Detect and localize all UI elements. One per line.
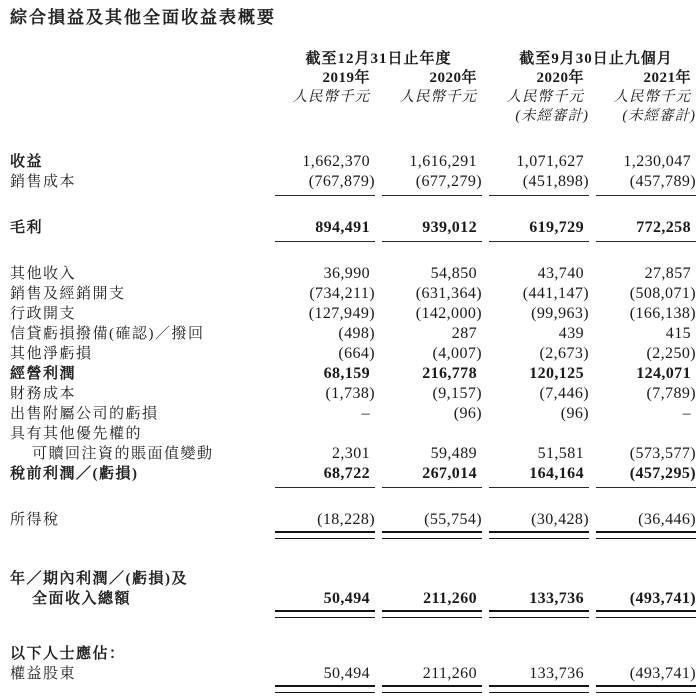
table-body [10,152,700,693]
cell-value: 43,740 [537,265,584,282]
table-row [10,569,700,589]
cell-value: 2,301 [332,445,370,462]
table-row [10,324,700,344]
column-unit: 人民幣千元 [292,89,370,105]
table-row [10,364,700,384]
cell-value: (55,754) [424,511,482,528]
table-header [10,50,700,126]
table-row [10,218,700,238]
cell-value: 120,125 [529,365,584,382]
cell-value: (96) [560,405,589,422]
single-rule [275,238,375,242]
column-year-2019: 2019年 [322,70,370,86]
cell-value: 287 [451,325,477,342]
table-row [10,344,700,364]
single-rule [489,238,589,242]
cell-value: 439 [558,325,584,342]
cell-value: (508,071) [629,285,696,302]
cell-value: 68,159 [323,365,370,382]
rule-row [10,609,700,618]
cell-value: 59,489 [430,445,477,462]
row-label: 所得稅 [10,512,60,528]
table-row [10,404,700,424]
row-label: 財務成本 [10,386,77,402]
cell-value: 124,071 [636,365,691,382]
cell-value: 939,012 [422,219,477,236]
row-label: 權益股東 [10,666,77,682]
column-year-2020-9m: 2020年 [536,70,584,86]
cell-value: (493,741) [629,590,696,607]
table-row [10,172,700,192]
cell-value: 415 [665,325,691,342]
cell-value: 1,071,627 [516,153,584,170]
cell-value: (7,789) [646,385,696,402]
single-rule [489,484,589,488]
header-note-row [10,107,700,126]
row-label: 銷售成本 [10,174,77,190]
column-year-2020: 2020年 [429,70,477,86]
cell-value: 216,778 [422,365,477,382]
period-group-nine-months: 截至9月30日止九個月 [519,51,673,67]
cell-value: 68,722 [323,465,370,482]
table-row [10,664,700,684]
cell-value: 133,736 [529,665,584,682]
single-rule [382,484,482,488]
cell-value: 1,230,047 [623,153,691,170]
cell-value: (36,446) [638,511,696,528]
cell-value: (1,738) [325,385,375,402]
row-label: 年／期內利潤／(虧損)及 [10,571,188,587]
cell-value: 1,662,370 [302,153,370,170]
cell-value: 267,014 [422,465,477,482]
column-note-unaudited: (未經審計) [622,108,696,124]
rule-row [10,192,700,196]
cell-value: (127,949) [308,305,375,322]
cell-value: (677,279) [415,173,482,190]
double-rule [275,610,375,618]
single-rule [596,192,696,196]
header-unit-row [10,88,700,107]
table-row [10,152,700,172]
cell-value: – [682,405,691,422]
column-year-2021-9m: 2021年 [643,70,691,86]
cell-value: 27,857 [644,265,691,282]
cell-value: (2,673) [539,345,589,362]
column-unit: 人民幣千元 [506,89,584,105]
double-rule [275,531,375,539]
column-unit: 人民幣千元 [399,89,477,105]
table-row [10,464,700,484]
cell-value: (142,000) [415,305,482,322]
row-label: 其他收入 [10,266,77,282]
double-rule [596,610,696,618]
rule-row [10,530,700,539]
table-row [10,444,700,464]
table-row [10,510,700,530]
cell-value: 894,491 [315,219,370,236]
cell-value: (498) [338,325,375,342]
cell-value: (9,157) [432,385,482,402]
cell-value: (4,007) [432,345,482,362]
table-row [10,589,700,609]
header-year-row [10,69,700,88]
cell-value: (99,963) [531,305,589,322]
row-label: 全面收入總額 [32,591,132,607]
cell-value: 619,729 [529,219,584,236]
rule-row [10,484,700,488]
row-label: 行政開支 [10,306,77,322]
double-rule [489,685,589,693]
page-title: 綜合損益及其他全面收益表概要 [10,8,276,27]
cell-value: – [361,405,370,422]
cell-value: (30,428) [531,511,589,528]
cell-value: (441,147) [522,285,589,302]
double-rule [382,610,482,618]
table-row [10,644,700,664]
single-rule [489,192,589,196]
row-label: 信貸虧損撥備(確認)／撥回 [10,326,205,342]
row-label: 經營利潤 [10,366,77,382]
rule-row [10,238,700,242]
cell-value: (631,364) [415,285,482,302]
cell-value: 50,494 [323,590,370,607]
cell-value: 772,258 [636,219,691,236]
cell-value: (573,577) [629,445,696,462]
cell-value: (451,898) [522,173,589,190]
double-rule [596,531,696,539]
row-label: 可贖回注資的賬面值變動 [32,446,214,462]
row-label: 出售附屬公司的虧損 [10,406,159,422]
rule-row [10,684,700,693]
cell-value: 1,616,291 [409,153,477,170]
cell-value: (166,138) [629,305,696,322]
single-rule [596,238,696,242]
double-rule [275,685,375,693]
cell-value: (18,228) [317,511,375,528]
cell-value: (767,879) [308,173,375,190]
cell-value: 133,736 [529,590,584,607]
single-rule [275,192,375,196]
cell-value: 54,850 [430,265,477,282]
row-label: 收益 [10,154,44,170]
row-label: 銷售及經銷開支 [10,286,126,302]
single-rule [596,484,696,488]
double-rule [382,531,482,539]
column-unit: 人民幣千元 [613,89,691,105]
row-label: 具有其他優先權的 [10,426,143,442]
cell-value: 211,260 [422,665,477,682]
cell-value: 50,494 [323,665,370,682]
column-note-unaudited: (未經審計) [515,108,589,124]
table-row [10,304,700,324]
double-rule [596,685,696,693]
cell-value: (457,295) [629,465,696,482]
cell-value: (457,789) [629,173,696,190]
cell-value: 164,164 [529,465,584,482]
cell-value: (7,446) [539,385,589,402]
single-rule [382,192,482,196]
cell-value: 211,260 [423,590,477,607]
row-label: 以下人士應佔： [10,646,126,662]
cell-value: (2,250) [646,345,696,362]
double-rule [489,610,589,618]
table-row [10,384,700,404]
cell-value: (664) [338,345,375,362]
cell-value: (734,211) [309,285,375,302]
table-row [10,264,700,284]
single-rule [382,238,482,242]
cell-value: 51,581 [537,445,584,462]
double-rule [489,531,589,539]
header-group-row [10,50,700,69]
row-label: 稅前利潤／(虧損) [10,466,139,482]
period-group-year-ended: 截至12月31日止年度 [305,51,452,67]
row-label: 毛利 [10,220,44,236]
table-row [10,424,700,444]
cell-value: (96) [453,405,482,422]
cell-value: (493,741) [629,665,696,682]
single-rule [275,484,375,488]
cell-value: 36,990 [323,265,370,282]
double-rule [382,685,482,693]
table-row [10,284,700,304]
row-label: 其他淨虧損 [10,346,93,362]
